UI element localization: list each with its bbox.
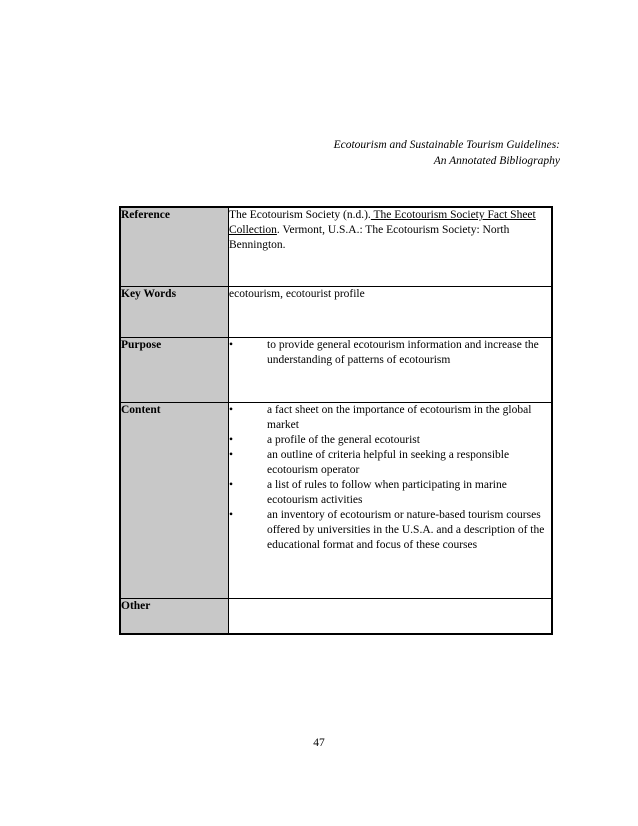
- table-row-keywords: [120, 287, 552, 338]
- reference-publisher: . Vermont, U.S.A.: The Ecotourism Society: North Bennington.: [229, 224, 510, 251]
- running-header: [334, 137, 560, 169]
- header-subtitle: An Annotated Bibliography: [433, 155, 560, 167]
- page-number: 47: [313, 737, 325, 749]
- other-content: [229, 599, 553, 635]
- list-item: • a profile of the general ecotourist: [229, 434, 420, 446]
- list-item: • a list of rules to follow when participating in marine ecotourism activities: [229, 479, 507, 506]
- table-row-content: [120, 403, 552, 599]
- other-label: Other: [120, 599, 229, 635]
- table-row-other: [120, 599, 552, 635]
- bullet-icon: •: [229, 339, 234, 351]
- list-item: • a fact sheet on the importance of ecotourism in the global market: [229, 404, 532, 431]
- bullet-icon: •: [229, 479, 234, 491]
- content-content: [229, 403, 553, 599]
- keywords-content: ecotourism, ecotourist profile: [229, 287, 553, 338]
- table-row-purpose: [120, 338, 552, 403]
- bullet-icon: •: [229, 509, 234, 521]
- bullet-icon: •: [229, 404, 234, 416]
- list-item: • an outline of criteria helpful in seeking a responsible ecotourism operator: [229, 449, 510, 476]
- content-list: [229, 403, 551, 553]
- bibliography-table: [119, 206, 553, 635]
- list-item: • an inventory of ecotourism or nature-based tourism courses offered by universities in the U.S.A. and a description of the educational format and focus of these courses: [229, 509, 545, 551]
- list-item: • to provide general ecotourism information and increase the understanding of patterns of ecotourism: [229, 339, 539, 366]
- keywords-label: Key Words: [120, 287, 229, 338]
- reference-label: Reference: [120, 207, 229, 287]
- reference-title: The Ecotourism Society Fact Sheet Collection: [229, 209, 536, 236]
- purpose-list: [229, 338, 551, 368]
- purpose-label: Purpose: [120, 338, 229, 403]
- reference-author: The Ecotourism Society (n.d.).: [229, 209, 371, 221]
- table-row-reference: [120, 207, 552, 287]
- bullet-icon: •: [229, 434, 234, 446]
- reference-content: [229, 207, 553, 287]
- bullet-icon: •: [229, 449, 234, 461]
- purpose-content: [229, 338, 553, 403]
- header-title: Ecotourism and Sustainable Tourism Guidelines:: [333, 139, 560, 151]
- content-label: Content: [120, 403, 229, 599]
